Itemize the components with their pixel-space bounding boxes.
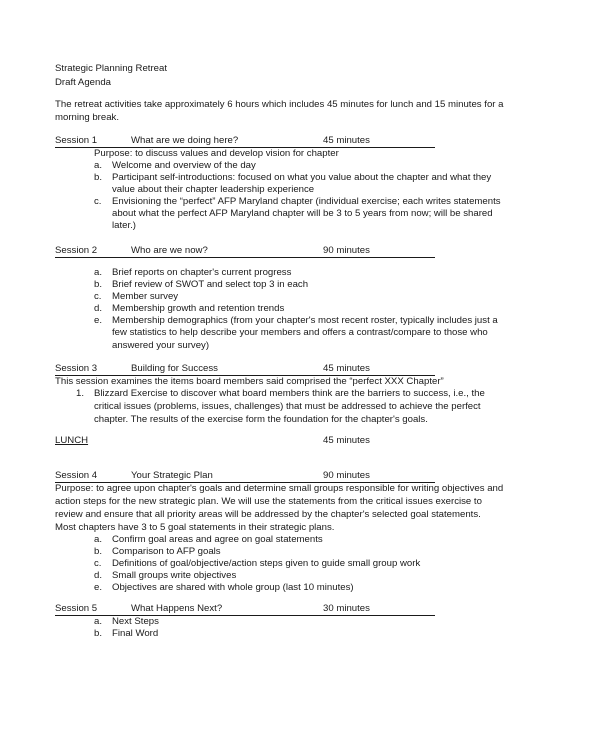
session-label: Session 4: [55, 470, 98, 481]
doc-subtitle: Draft Agenda: [55, 77, 112, 88]
session-duration: 45 minutes: [323, 135, 370, 146]
list-marker: a.: [94, 160, 103, 171]
list-marker: b.: [94, 628, 103, 639]
list-item: Objectives are shared with whole group (last 10 minutes): [112, 582, 354, 593]
session-purpose: Purpose: to agree upon chapter's goals and determine small groups responsible for writing objectives and: [55, 483, 504, 494]
session-label: Session 3: [55, 363, 98, 374]
list-item: Welcome and overview of the day: [112, 160, 256, 171]
list-marker: 1.: [76, 388, 85, 399]
list-item: Member survey: [112, 291, 179, 302]
session-title: Your Strategic Plan: [131, 470, 213, 481]
list-item-continued: value about their chapter leadership experience: [112, 184, 315, 195]
session-underline: [55, 257, 435, 258]
list-marker: b.: [94, 279, 103, 290]
list-item-continued: answered your survey): [112, 340, 210, 351]
list-item-continued: later.): [112, 220, 136, 231]
session-title: What are we doing here?: [131, 135, 239, 146]
session-title: What Happens Next?: [131, 603, 223, 614]
session-duration: 90 minutes: [323, 245, 370, 256]
list-item: Blizzard Exercise to discover what board members think are the barriers to success, i.e., the: [94, 388, 485, 399]
session-purpose: This session examines the items board members said comprised the “perfect XXX Chapter”: [55, 376, 444, 387]
list-marker: d.: [94, 303, 103, 314]
session-purpose: Purpose: to discuss values and develop vision for chapter: [94, 148, 339, 159]
list-item: Brief review of SWOT and select top 3 in each: [112, 279, 309, 290]
session-duration: 45 minutes: [323, 363, 370, 374]
list-marker: b.: [94, 546, 103, 557]
list-item: Membership growth and retention trends: [112, 303, 285, 314]
list-marker: d.: [94, 570, 103, 581]
list-item: Brief reports on chapter's current progress: [112, 267, 292, 278]
list-item-continued: about what the perfect AFP Maryland chapter will be 3 to 5 years from now; will be shared: [112, 208, 493, 219]
list-marker: c.: [94, 558, 102, 569]
list-marker: e.: [94, 582, 103, 593]
list-marker: c.: [94, 291, 102, 302]
list-marker: c.: [94, 196, 102, 207]
lunch-duration: 45 minutes: [323, 435, 370, 446]
list-item-continued: few statistics to help describe your members and offers a contrast/compare to those who: [112, 327, 488, 338]
list-item: Participant self-introductions: focused on what you value about the chapter and what they: [112, 172, 492, 183]
list-marker: b.: [94, 172, 103, 183]
session-title: Building for Success: [131, 363, 218, 374]
list-marker: a.: [94, 616, 103, 627]
list-item: Final Word: [112, 628, 159, 639]
list-item: Comparison to AFP goals: [112, 546, 221, 557]
session-purpose: Most chapters have 3 to 5 goal statements in their strategic plans.: [55, 522, 335, 533]
doc-title: Strategic Planning Retreat: [55, 63, 167, 74]
list-marker: a.: [94, 267, 103, 278]
session-purpose: action steps for the new strategic plan. We will use the statements from the critical issues exercise to: [55, 496, 482, 507]
session-label: Session 1: [55, 135, 98, 146]
lunch-label: LUNCH: [55, 435, 89, 446]
list-item: Small groups write objectives: [112, 570, 237, 581]
session-label: Session 5: [55, 603, 98, 614]
list-item-continued: chapter. The results of the exercise form the foundation for the chapter's goals.: [94, 414, 428, 425]
session-purpose: review and ensure that all priority areas will be addressed by the chapter's selected goal statements.: [55, 509, 481, 520]
list-marker: a.: [94, 534, 103, 545]
list-marker: e.: [94, 315, 103, 326]
session-duration: 90 minutes: [323, 470, 370, 481]
session-duration: 30 minutes: [323, 603, 370, 614]
list-item: Next Steps: [112, 616, 159, 627]
list-item: Membership demographics (from your chapter's most recent roster, typically includes just a: [112, 315, 498, 326]
list-item: Definitions of goal/objective/action steps given to guide small group work: [112, 558, 421, 569]
list-item: Confirm goal areas and agree on goal statements: [112, 534, 323, 545]
list-item: Envisioning the “perfect” AFP Maryland chapter (individual exercise; each writes statements: [112, 196, 501, 207]
intro-line: morning break.: [55, 112, 119, 123]
intro-line: The retreat activities take approximately 6 hours which includes 45 minutes for lunch and 15 minutes for a: [55, 99, 504, 110]
list-item-continued: critical issues (problems, issues, challenges) that must be addressed to achieve the perfect: [94, 401, 481, 412]
session-title: Who are we now?: [131, 245, 208, 256]
session-label: Session 2: [55, 245, 98, 256]
